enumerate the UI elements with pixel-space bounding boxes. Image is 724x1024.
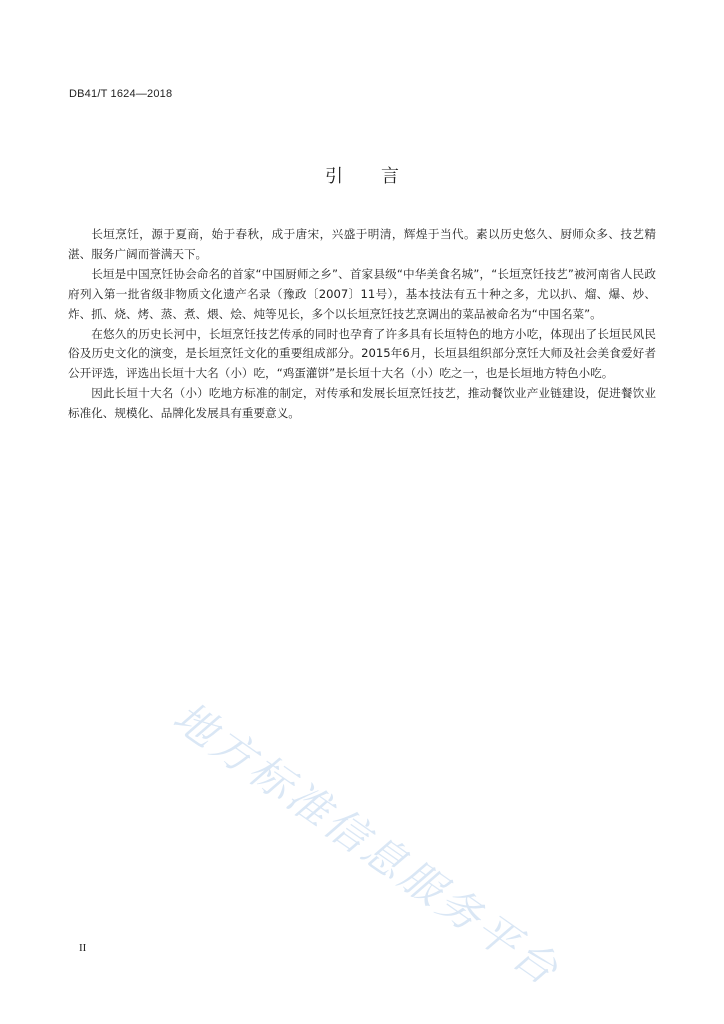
title-char-2: 言 <box>381 166 399 187</box>
paragraph-3: 在悠久的历史长河中，长垣烹饪技艺传承的同时也孕育了许多具有长垣特色的地方小吃，体现出了长垣民风民俗及历史文化的演变，是长垣烹饪文化的重要组成部分。2015年6月，长垣县组织部分烹饪大师及社会美食爱好者公开评选，评选出长垣十大名（小）吃，“鸡蛋灌饼”是长垣十大名（小）吃之一，也是长垣地方特色小吃。 <box>68 326 656 381</box>
paragraph-4: 因此长垣十大名（小）吃地方标准的制定，对传承和发展长垣烹饪技艺，推动餐饮业产业链建设，促进餐饮业标准化、规模化、品牌化发展具有重要意义。 <box>68 386 656 421</box>
title-char-1: 引 <box>325 166 343 187</box>
watermark: 地方标准信息服务平台 <box>164 691 570 996</box>
paragraph-1: 长垣烹饪，源于夏商，始于春秋，成于唐宋，兴盛于明清，辉煌于当代。素以历史悠久、厨师众多、技艺精湛、服务广阔而誉满天下。 <box>68 227 656 261</box>
paragraph-2: 长垣是中国烹饪协会命名的首家“中国厨师之乡”、首家县级“中华美食名城”，“长垣烹饪技艺”被河南省人民政府列入第一批省级非物质文化遗产名录（豫政〔2007〕11号），基本技法有五十种之多，尤以扒、熘、爆、炒、炸、抓、烧、烤、蒸、煮、煨、烩、炖等见长，多个以长垣烹饪技艺烹调出的菜品被命名为“中国名菜”。 <box>68 266 656 321</box>
introduction-body <box>68 225 656 424</box>
document-code: DB41/T 1624—2018 <box>69 88 173 100</box>
page-number: II <box>79 942 87 954</box>
section-title <box>0 162 724 188</box>
